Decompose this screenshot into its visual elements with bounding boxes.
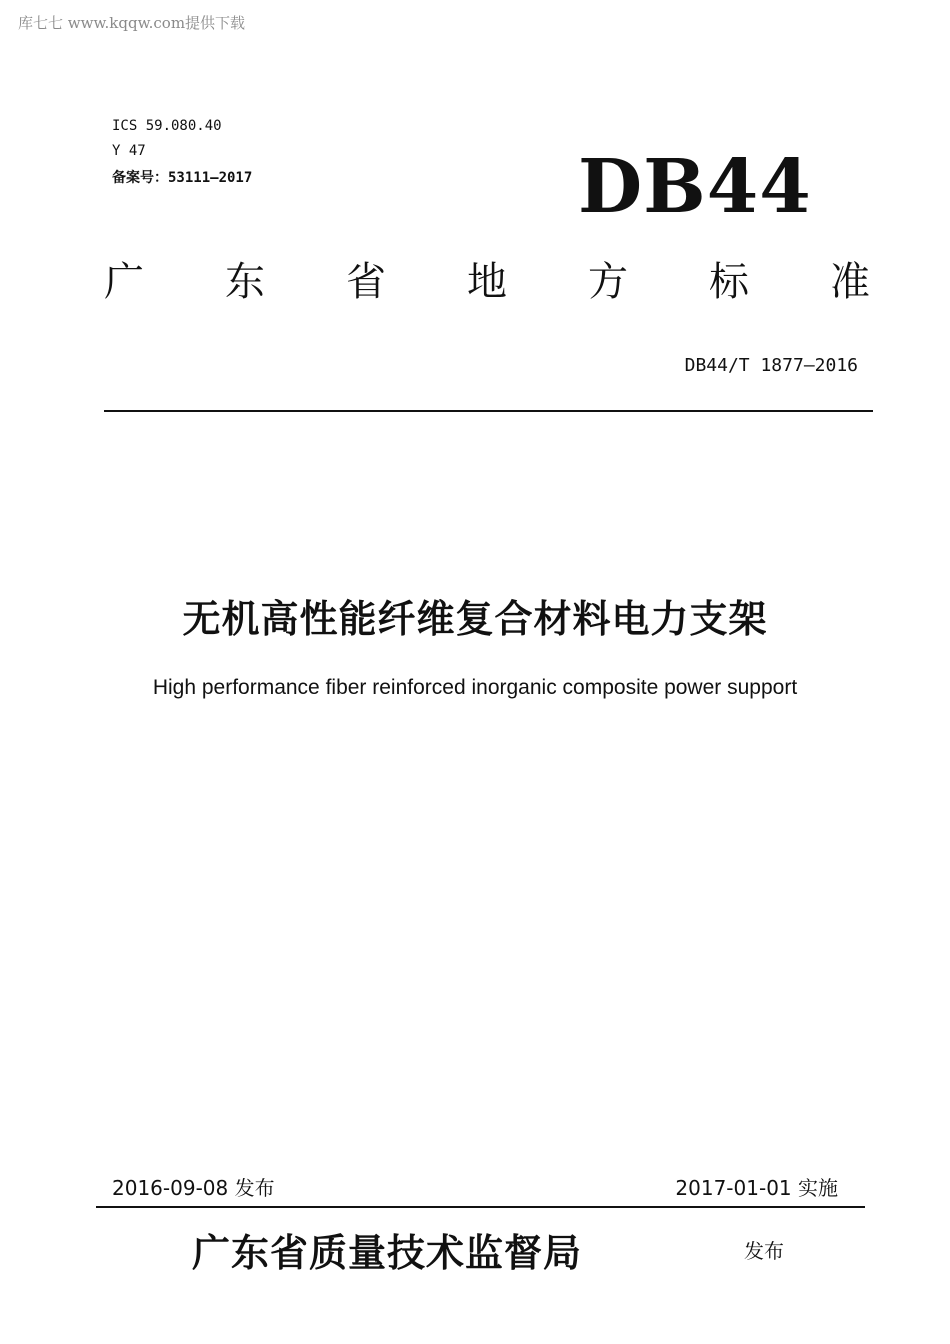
- standard-number: DB44/T 1877—2016: [684, 355, 858, 376]
- document-title-chinese: 无机高性能纤维复合材料电力支架: [182, 597, 768, 641]
- standard-type-char: 省: [346, 259, 386, 305]
- standard-type-char: 方: [588, 259, 628, 305]
- top-divider: [104, 410, 873, 412]
- bottom-divider: [96, 1206, 865, 1208]
- standard-type-char: 广: [104, 259, 144, 305]
- watermark-text: 库七七 www.kqqw.com提供下载: [18, 14, 246, 32]
- record-number: 备案号：53111—2017: [112, 170, 253, 186]
- standard-code-logo: DB44: [578, 144, 812, 230]
- implementation-date: 2017-01-01 实施: [675, 1176, 838, 1200]
- standard-type-char: 东: [225, 259, 265, 305]
- standard-type-char: 准: [830, 259, 870, 305]
- issuing-authority: 广东省质量技术监督局: [192, 1230, 583, 1275]
- standard-type-char: 标: [709, 259, 749, 305]
- standard-type-char: 地: [467, 259, 507, 305]
- document-title-english: High performance fiber reinforced inorganic composite power support: [152, 676, 798, 699]
- issue-date: 2016-09-08 发布: [112, 1176, 275, 1200]
- ccs-code: Y 47: [112, 143, 146, 159]
- ics-code: ICS 59.080.40: [112, 118, 222, 134]
- publish-label: 发布: [744, 1239, 784, 1263]
- standard-type-heading: [104, 259, 870, 305]
